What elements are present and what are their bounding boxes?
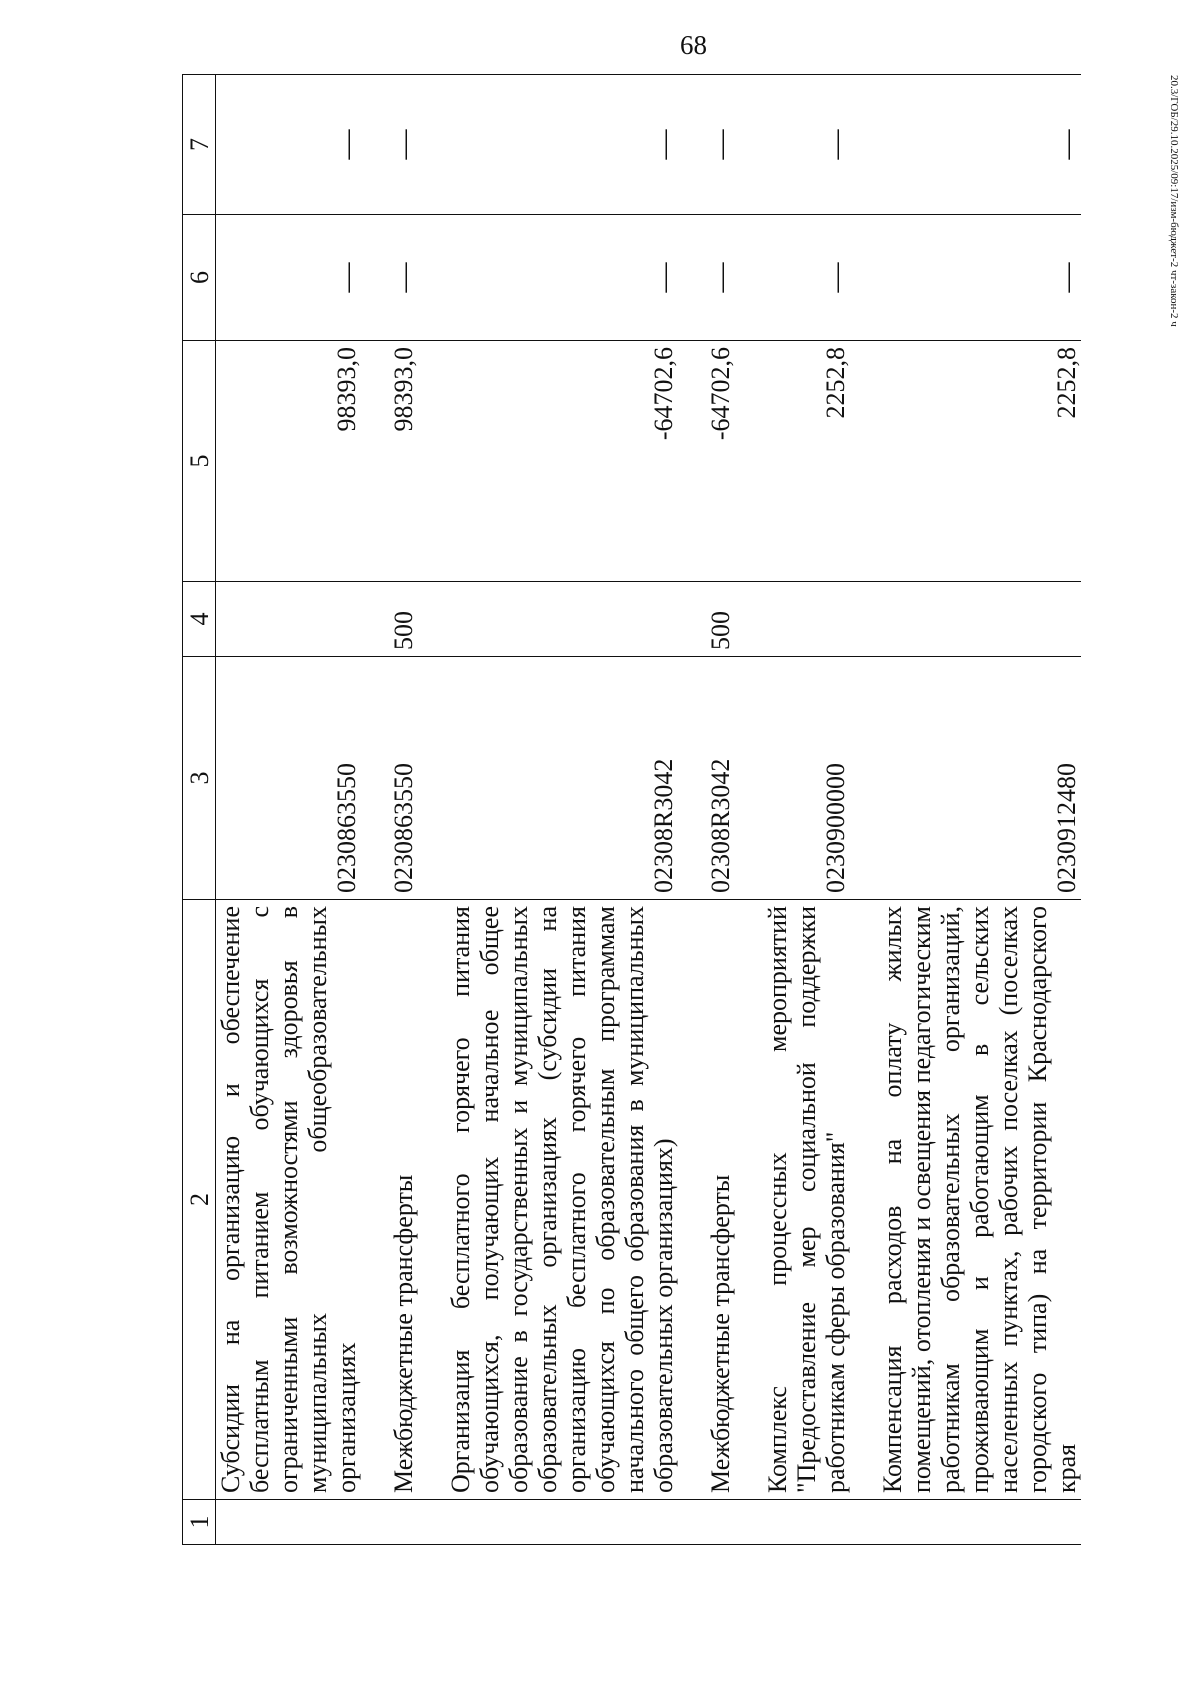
row-code: 0230863550 xyxy=(216,657,362,900)
row-name: Субсидии на организацию и обеспечение бесплатным питанием обучающихся с ограниченными возможностями здоровья в муниципальных общеобразовательных организациях xyxy=(216,900,362,1500)
page-number: 68 xyxy=(680,30,707,60)
row-name: Организация бесплатного горячего питания обучающихся, получающих начальное общее образование в государственных и муниципальных образовательных организациях (субсидии на организацию бесплатного горячего питания обучающихся по образовательным программам начального общего образования в муниципальных образовательных организациях) xyxy=(446,900,678,1500)
row-col7: — xyxy=(878,75,1081,215)
column-header: 4 xyxy=(183,582,216,657)
row-amount: 2252,8 xyxy=(763,341,850,582)
footer-document-code: 20.3/ГОБ/29.10.2025/09:17/изм-бюджет-2 чт-закон-2 ч xyxy=(1168,75,1180,327)
table-row xyxy=(446,75,678,1545)
row-col7: — xyxy=(706,75,735,215)
row-name: Комплекс процессных мероприятий "Предоставление мер социальной поддержки работникам сферы образования" xyxy=(763,900,850,1500)
row-type: 500 xyxy=(389,582,418,657)
table-row xyxy=(216,75,362,1545)
column-header: 5 xyxy=(183,341,216,582)
row-code: 0230863550 xyxy=(389,657,418,900)
table-header-row xyxy=(183,75,216,1545)
row-type xyxy=(763,582,850,657)
column-header: 1 xyxy=(183,1500,216,1545)
table-row xyxy=(706,75,735,1545)
row-amount: 98393,0 xyxy=(389,341,418,582)
row-name: Межбюджетные трансферты xyxy=(706,900,735,1500)
row-col7: — xyxy=(216,75,362,215)
row-code: 02308R3042 xyxy=(446,657,678,900)
row-name: Межбюджетные трансферты xyxy=(389,900,418,1500)
row-col6: — xyxy=(389,215,418,341)
table-row xyxy=(763,75,850,1545)
row-col7: — xyxy=(389,75,418,215)
row-col6: — xyxy=(878,215,1081,341)
column-header: 3 xyxy=(183,657,216,900)
row-type xyxy=(446,582,678,657)
row-code: 0230912480 xyxy=(878,657,1081,900)
row-amount: -64702,6 xyxy=(706,341,735,582)
rotated-page-content xyxy=(182,75,1083,1545)
column-header: 7 xyxy=(183,75,216,215)
table-row xyxy=(878,75,1081,1545)
row-type: 500 xyxy=(706,582,735,657)
row-amount: 2252,8 xyxy=(878,341,1081,582)
row-amount: 98393,0 xyxy=(216,341,362,582)
row-col6: — xyxy=(763,215,850,341)
row-col6: — xyxy=(706,215,735,341)
row-col6: — xyxy=(216,215,362,341)
row-col7: — xyxy=(763,75,850,215)
table-row xyxy=(389,75,418,1545)
row-col7: — xyxy=(446,75,678,215)
budget-table xyxy=(182,74,1081,1545)
row-amount: -64702,6 xyxy=(446,341,678,582)
row-type xyxy=(216,582,362,657)
row-col6: — xyxy=(446,215,678,341)
row-name: Компенсация расходов на оплату жилых помещений, отопления и освещения педагогическим работникам образовательных организаций, проживающим и работающим в сельских населенных пунктах, рабочих поселках (поселках городского типа) на территории Краснодарского края xyxy=(878,900,1081,1500)
row-type xyxy=(878,582,1081,657)
column-header: 2 xyxy=(183,900,216,1500)
column-header: 6 xyxy=(183,215,216,341)
row-code: 0230900000 xyxy=(763,657,850,900)
row-code: 02308R3042 xyxy=(706,657,735,900)
